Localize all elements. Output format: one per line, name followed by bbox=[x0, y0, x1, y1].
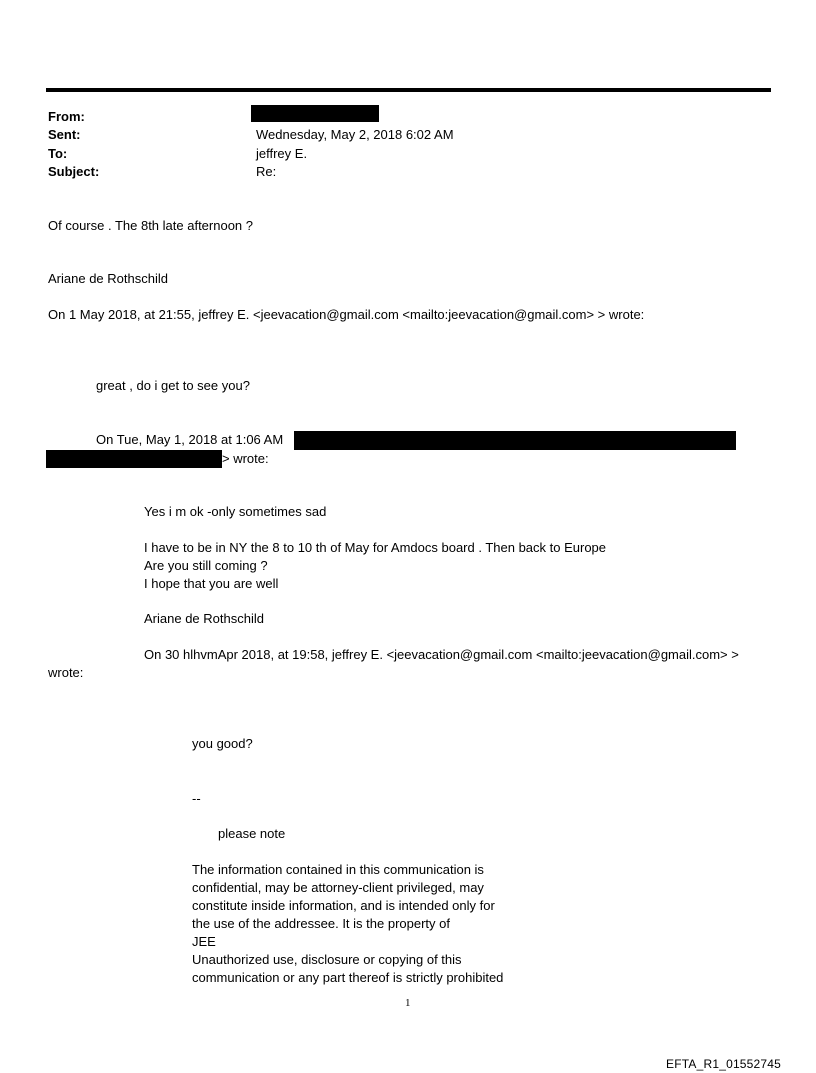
disclaimer-line: The information contained in this communication is bbox=[192, 862, 484, 877]
to-value: jeffrey E. bbox=[256, 146, 308, 161]
quote2-line2: I have to be in NY the 8 to 10 th of May for Amdocs board . Then back to Europe bbox=[144, 540, 607, 555]
document-id: EFTA_R1_01552745 bbox=[666, 1057, 782, 1071]
disclaimer-line: confidential, may be attorney-client privileged, may bbox=[192, 880, 484, 895]
subject-label: Subject: bbox=[48, 164, 100, 179]
separator: -- bbox=[192, 791, 201, 806]
sent-label: Sent: bbox=[48, 127, 81, 142]
quote2-header-a: On Tue, May 1, 2018 at 1:06 AM bbox=[96, 432, 284, 447]
subject-value: Re: bbox=[256, 164, 277, 179]
reply-line: Of course . The 8th late afternoon ? bbox=[48, 218, 253, 233]
disclaimer-line: constitute inside information, and is intended only for bbox=[192, 898, 495, 913]
sender-redaction-2 bbox=[46, 450, 222, 468]
quote2-signature: Ariane de Rothschild bbox=[144, 611, 264, 626]
quote3-text: you good? bbox=[192, 736, 253, 751]
quote3-header-b: wrote: bbox=[48, 665, 84, 680]
signature: Ariane de Rothschild bbox=[48, 271, 168, 286]
sender-redaction-1 bbox=[294, 431, 736, 450]
disclaimer-line: Unauthorized use, disclosure or copying of this bbox=[192, 952, 462, 967]
disclaimer-line: communication or any part thereof is strictly prohibited bbox=[192, 970, 504, 985]
quote3-header-a: On 30 hlhvmApr 2018, at 19:58, jeffrey E. <jeevacation@gmail.com <mailto:jeevacation@gmail.com> > bbox=[144, 647, 739, 662]
from-label: From: bbox=[48, 109, 85, 124]
quote1-text: great , do i get to see you? bbox=[96, 378, 250, 393]
disclaimer-line: the use of the addressee. It is the property of bbox=[192, 916, 450, 931]
to-label: To: bbox=[48, 146, 68, 161]
disclaimer-line: JEE bbox=[192, 934, 216, 949]
quote2-line3: Are you still coming ? bbox=[144, 558, 268, 573]
page-number: 1 bbox=[405, 997, 411, 1009]
header-rule bbox=[46, 88, 771, 92]
quote2-line1: Yes i m ok -only sometimes sad bbox=[144, 504, 327, 519]
quote2-line4: I hope that you are well bbox=[144, 576, 279, 591]
from-redaction bbox=[251, 105, 379, 122]
sent-value: Wednesday, May 2, 2018 6:02 AM bbox=[256, 127, 454, 142]
note-title: please note bbox=[218, 826, 286, 841]
quote2-header-b: > wrote: bbox=[222, 451, 269, 466]
quote1-header: On 1 May 2018, at 21:55, jeffrey E. <jeevacation@gmail.com <mailto:jeevacation@gmail.com> > wrote: bbox=[48, 307, 645, 322]
